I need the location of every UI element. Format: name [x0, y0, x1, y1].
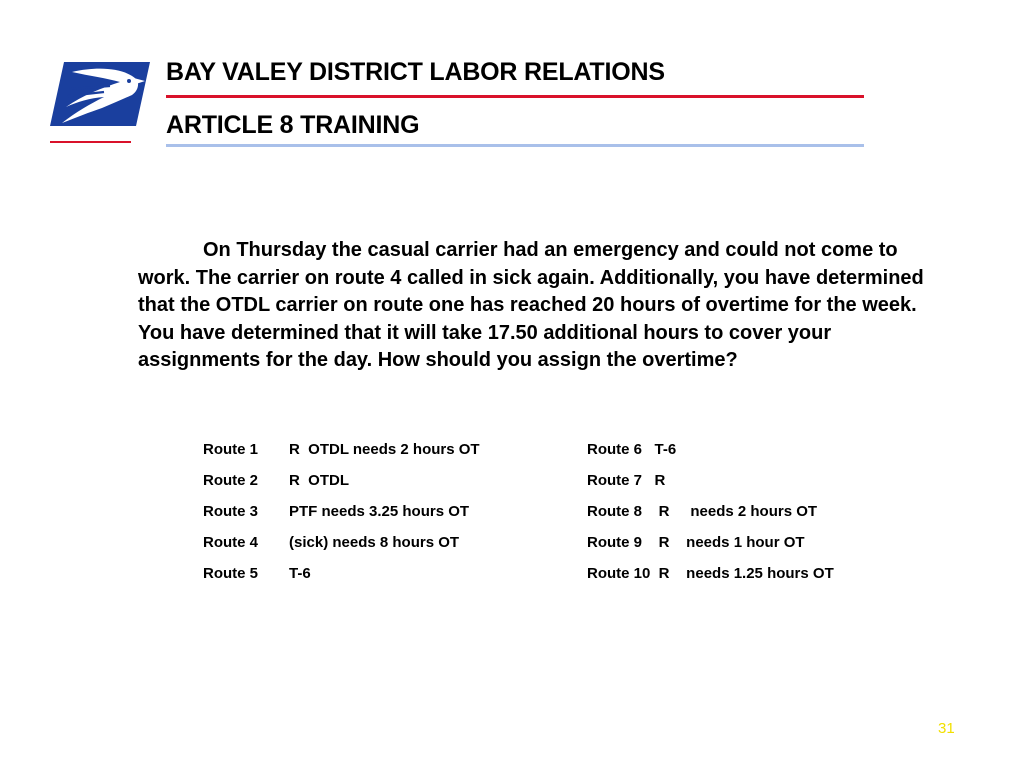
route-table	[203, 441, 887, 596]
route-label: Route 2	[203, 472, 259, 489]
route-description: T-6	[289, 565, 311, 582]
table-row	[203, 503, 887, 534]
route-label: Route 5	[203, 565, 259, 582]
table-row	[203, 534, 887, 565]
route-description: R OTDL needs 2 hours OT	[289, 441, 480, 458]
route-entry-right: Route 10 R needs 1.25 hours OT	[587, 565, 834, 582]
route-label: Route 3	[203, 503, 259, 520]
table-row	[203, 441, 887, 472]
page-subtitle: ARTICLE 8 TRAINING	[166, 111, 420, 139]
route-description: (sick) needs 8 hours OT	[289, 534, 460, 551]
question-paragraph	[138, 237, 938, 375]
title-rule-red	[166, 95, 864, 98]
route-entry-right: Route 7 R	[587, 472, 666, 489]
route-description: R OTDL	[289, 472, 349, 489]
route-label: Route 1	[203, 441, 259, 458]
subtitle-rule-blue	[166, 144, 864, 147]
page-title: BAY VALEY DISTRICT LABOR RELATIONS	[166, 58, 665, 86]
table-row	[203, 565, 887, 596]
route-entry-right: Route 6 T-6	[587, 441, 677, 458]
route-description: PTF needs 3.25 hours OT	[289, 503, 470, 520]
route-label: Route 4	[203, 534, 259, 551]
page-number: 31	[938, 720, 955, 737]
table-row	[203, 472, 887, 503]
logo-underline	[50, 141, 131, 143]
eagle-logo-icon	[50, 62, 150, 126]
question-text: On Thursday the casual carrier had an emergency and could not come to work. The carrier on route 4 called in sick again. Additionally, you have determined that the OTDL carrier on route one has reached 20 hours of overtime for the week. You have determined that it will take 17.50 additional hours to cover your assignments for the day. How should you assign the overtime?	[138, 239, 924, 371]
route-entry-right: Route 9 R needs 1 hour OT	[587, 534, 805, 551]
route-entry-right: Route 8 R needs 2 hours OT	[587, 503, 818, 520]
